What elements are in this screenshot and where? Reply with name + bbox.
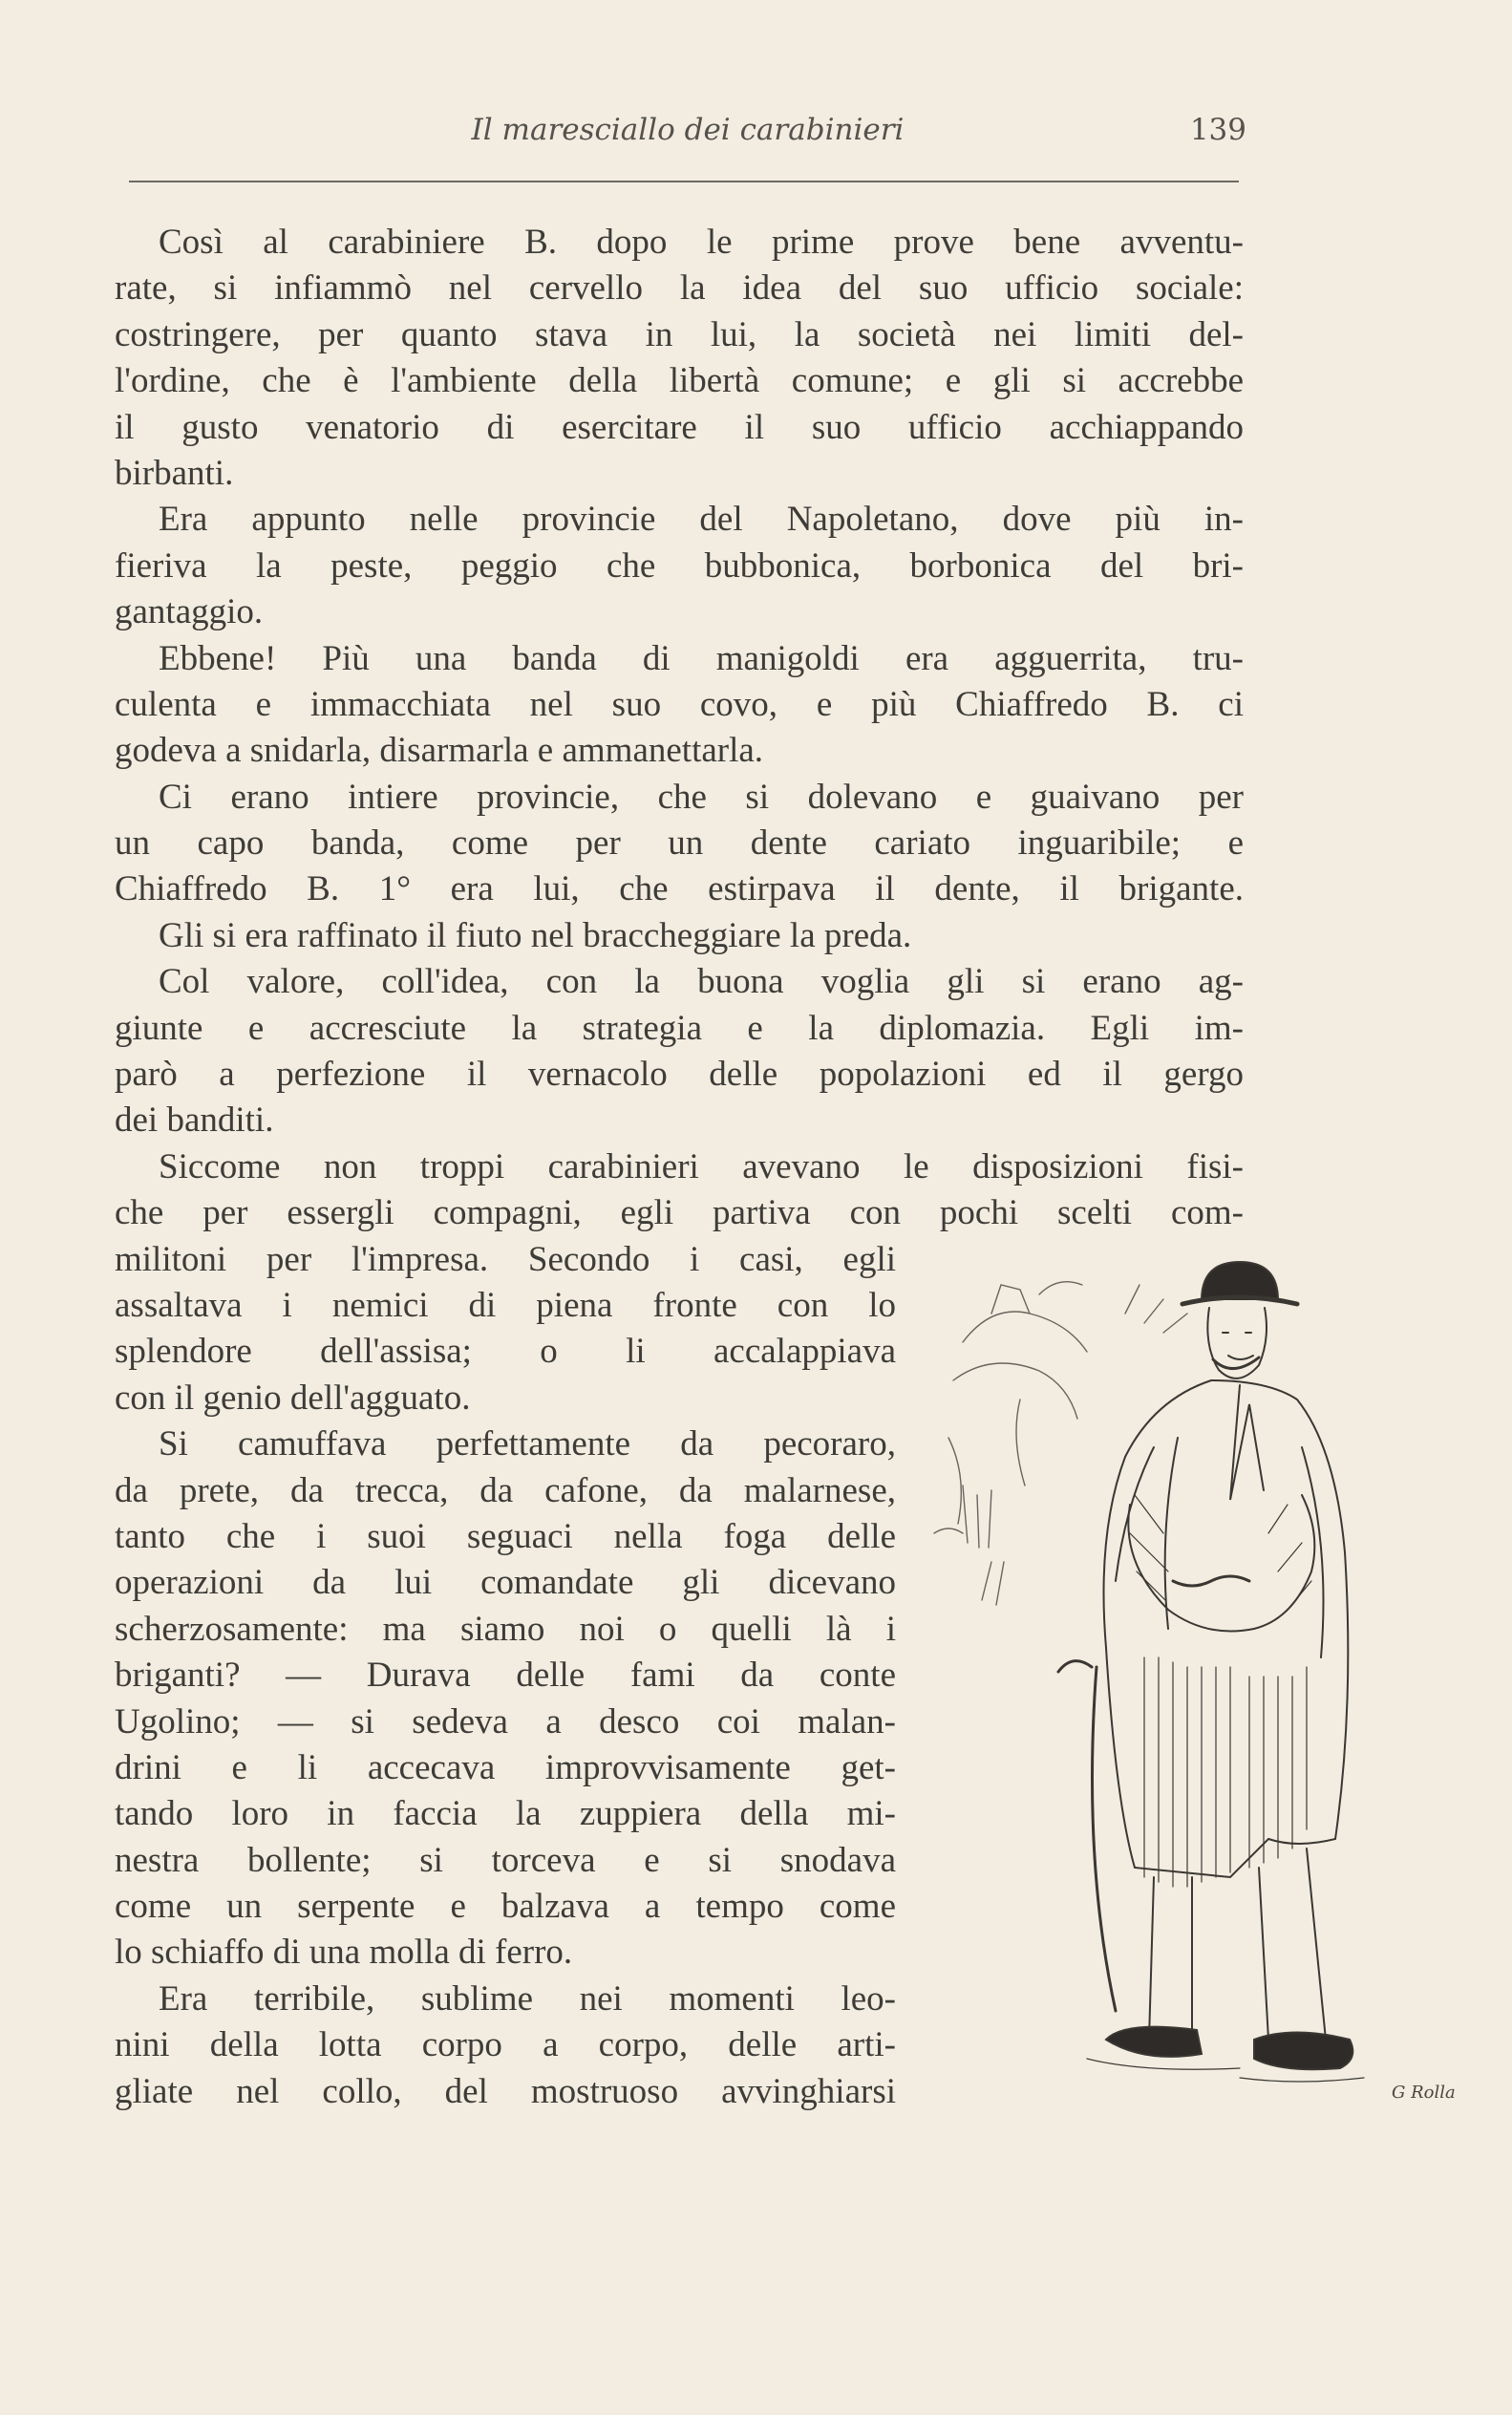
text-line: costringere, per quanto stava in lui, la società nei limiti del-	[115, 314, 1244, 354]
text-line: il gusto venatorio di esercitare il suo ufficio acchiappando	[115, 407, 1244, 447]
bowler-hat	[1182, 1262, 1297, 1304]
text-line: godeva a snidarla, disarmarla e ammanettarla.	[115, 731, 764, 771]
text-line: assaltava i nemici di piena fronte con lo	[115, 1285, 896, 1325]
man-illustration	[925, 1256, 1459, 2097]
text-line: Era terribile, sublime nei momenti leo-	[159, 1978, 896, 2019]
text-line: nestra bollente; si torceva e si snodava	[115, 1840, 896, 1880]
text-line: Ebbene! Più una banda di manigoldi era agguerrita, tru-	[159, 638, 1244, 678]
text-line: come un serpente e balzava a tempo come	[115, 1887, 896, 1927]
text-line: giunte e accresciute la strategia e la diplomazia. Egli im-	[115, 1008, 1244, 1048]
text-line: Chiaffredo B. 1° era lui, che estirpava il dente, il brigante.	[115, 869, 1244, 909]
text-line: rate, si infiammò nel cervello la idea del suo ufficio sociale:	[115, 268, 1244, 309]
left-shoe	[1106, 2027, 1202, 2057]
text-line: Era appunto nelle provincie del Napoletano, dove più in-	[159, 500, 1244, 540]
running-title: Il maresciallo dei carabinieri	[471, 113, 905, 147]
text-line: nini della lotta corpo a corpo, delle arti-	[115, 2025, 896, 2065]
coat	[1104, 1380, 1349, 1877]
text-line: Si camuffava perfettamente da pecoraro,	[159, 1424, 896, 1464]
crowd-sketch	[934, 1282, 1187, 1605]
text-line: birbanti.	[115, 453, 234, 493]
text-line: gliate nel collo, del mostruoso avvinghiarsi	[115, 2071, 896, 2111]
arms	[1128, 1495, 1314, 1632]
text-line: l'ordine, che è l'ambiente della libertà comune; e gli si accrebbe	[115, 361, 1244, 401]
text-line: militoni per l'impresa. Secondo i casi, egli	[115, 1239, 896, 1279]
text-line: che per essergli compagni, egli partiva con pochi scelti com-	[115, 1193, 1244, 1233]
page-header	[129, 113, 1246, 159]
text-line: Così al carabiniere B. dopo le prime prove bene avventu-	[159, 223, 1244, 262]
text-line: culenta e immacchiata nel suo covo, e più Chiaffredo B. ci	[115, 684, 1244, 724]
text-line: tando loro in faccia la zuppiera della mi-	[115, 1794, 896, 1834]
text-line: dei banditi.	[115, 1101, 274, 1141]
illustration-credit: G Rolla	[1392, 2083, 1456, 2103]
text-line: Ci erano intiere provincie, che si dolevano e guaivano per	[159, 777, 1244, 817]
text-line: briganti? — Durava delle fami da conte	[115, 1656, 896, 1696]
text-line: splendore dell'assisa; o li accalappiava	[115, 1332, 896, 1372]
text-line: un capo banda, come per un dente cariato inguaribile; e	[115, 823, 1244, 864]
text-line: tanto che i suoi seguaci nella foga delle	[115, 1516, 896, 1556]
right-shoe	[1254, 2033, 1352, 2070]
text-line: parò a perfezione il vernacolo delle popolazioni ed il gergo	[115, 1055, 1244, 1095]
text-line: operazioni da lui comandate gli dicevano	[115, 1563, 896, 1603]
text-line: Siccome non troppi carabinieri avevano le disposizioni fisi-	[159, 1146, 1244, 1186]
text-line: Ugolino; — si sedeva a desco coi malan-	[115, 1701, 896, 1742]
coat-hatching	[1130, 1495, 1311, 1887]
text-line: gantaggio.	[115, 592, 264, 632]
page-number: 139	[1189, 113, 1246, 147]
umbrella	[1058, 1661, 1116, 2011]
text-line: Gli si era raffinato il fiuto nel braccheggiare la preda.	[159, 915, 912, 955]
text-line: fieriva la peste, peggio che bubbonica, borbonica del bri-	[115, 545, 1244, 586]
text-line: lo schiaffo di una molla di ferro.	[115, 1933, 573, 1973]
text-line: da prete, da trecca, da cafone, da malarnese,	[115, 1470, 896, 1510]
text-line: con il genio dell'agguato.	[115, 1378, 471, 1418]
legs	[1149, 1849, 1326, 2040]
text-line: scherzosamente: ma siamo noi o quelli là i	[115, 1609, 896, 1649]
header-rule	[129, 181, 1239, 182]
text-line: Col valore, coll'idea, con la buona voglia gli si erano ag-	[159, 962, 1244, 1002]
text-line: drini e li accecava improvvisamente get-	[115, 1747, 896, 1787]
